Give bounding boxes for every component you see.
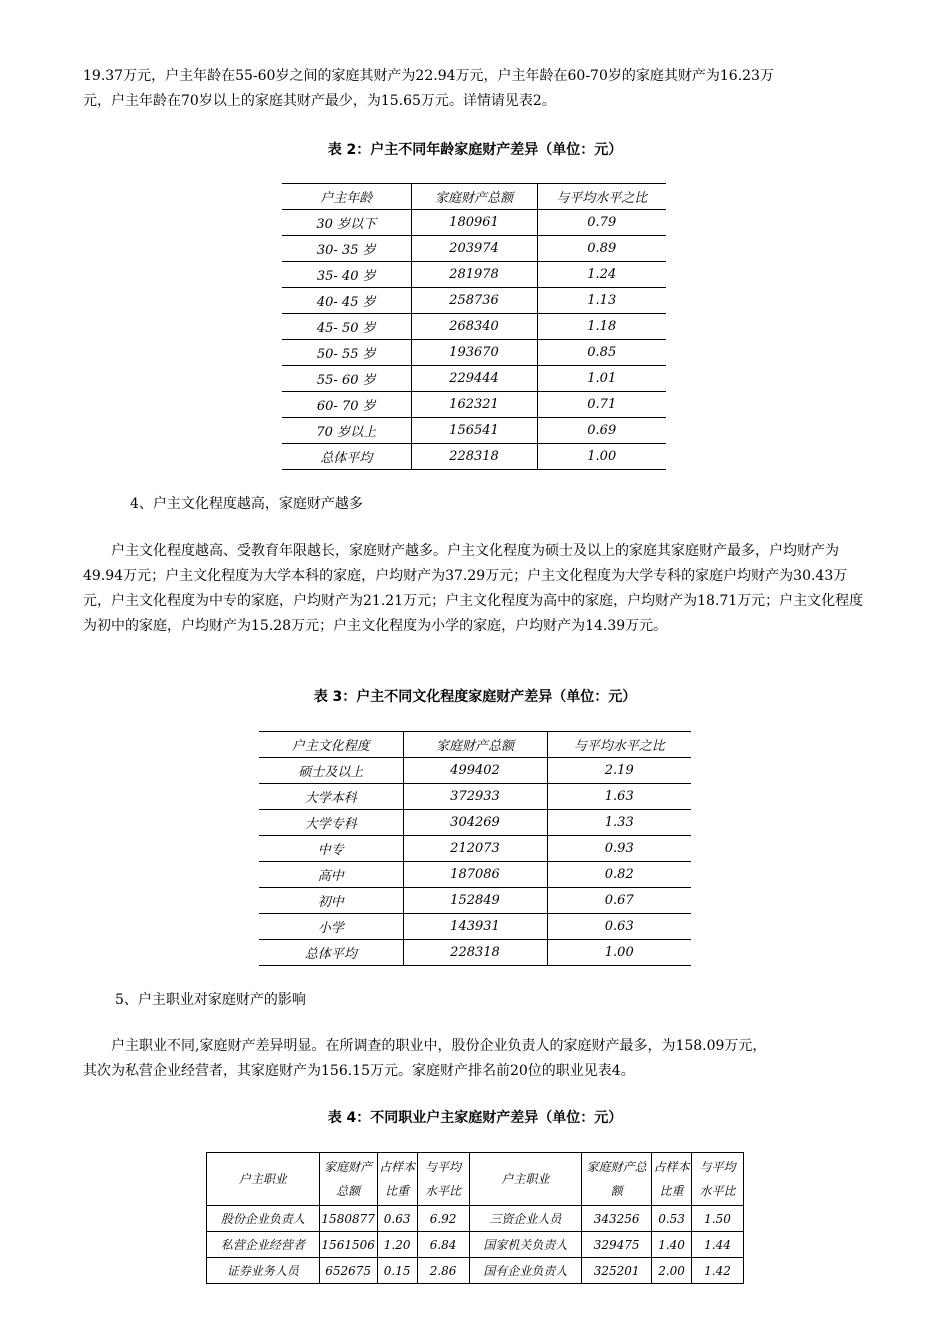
table-cell: 0.82 [547,862,691,888]
table-cell: 343256 [582,1206,652,1232]
table-cell: 2.00 [652,1258,692,1284]
table2-header: 与平均水平之比 [537,184,666,210]
table4-header-total: 家庭财产 总额 [319,1153,377,1206]
table-cell: 329475 [582,1232,652,1258]
table-row [282,236,666,262]
paragraph-line: 其次为私营企业经营者，其家庭财产为156.15万元。家庭财产排名前20位的职业见表4。 [83,1063,635,1079]
table-cell: 证券业务人员 [207,1258,320,1284]
section4-paragraph [83,539,873,639]
table-cell: 187086 [403,862,547,888]
table-cell: 1561506 [319,1232,377,1258]
table-cell: 268340 [411,314,537,340]
table-row [207,1258,744,1284]
table-cell: 高中 [259,862,403,888]
table-cell: 60- 70 岁 [282,392,411,418]
table4-header-total: 家庭财产总 额 [582,1153,652,1206]
table-cell: 国家机关负责人 [469,1232,582,1258]
table-cell: 2.19 [547,758,691,784]
table4 [206,1152,744,1284]
table-row [207,1206,744,1232]
table-row [259,758,691,784]
table-row [282,340,666,366]
table-cell: 156541 [411,418,537,444]
table-cell: 258736 [411,288,537,314]
table-cell: 203974 [411,236,537,262]
table-cell: 55- 60 岁 [282,366,411,392]
table-cell: 0.53 [652,1206,692,1232]
table-row [282,262,666,288]
table4-header-share: 占样本 比重 [377,1153,417,1206]
table2 [282,183,666,470]
table-cell: 30 岁以下 [282,210,411,236]
table3-header: 家庭财产总额 [403,732,547,758]
table-cell: 0.79 [537,210,666,236]
paragraph-line: 家庭户均财产为30.43万元，户主文化程度为中专的家庭，户均财产为21.21万元；户主文化程度为高中的家庭， [83,568,848,609]
table-row [282,314,666,340]
table-row [259,784,691,810]
section5-heading: 5、户主职业对家庭财产的影响 [115,992,306,1008]
table-cell: 2.86 [417,1258,469,1284]
table-row [207,1232,744,1258]
table-cell: 0.67 [547,888,691,914]
table-cell: 180961 [411,210,537,236]
paragraph-line: 户均财产为18.71万元；户主文化程度为初中的家庭，户均财产为15.28万元；户主文化程度为小学的家庭，户 [83,593,864,634]
table-cell: 1.44 [692,1232,744,1258]
table-cell: 35- 40 岁 [282,262,411,288]
table-cell: 中专 [259,836,403,862]
table-cell: 0.93 [547,836,691,862]
table-row [259,940,691,966]
table-cell: 229444 [411,366,537,392]
table-cell: 1.50 [692,1206,744,1232]
table2-header: 户主年龄 [282,184,411,210]
table-cell: 1.01 [537,366,666,392]
section5-paragraph [83,1034,873,1084]
table-cell: 304269 [403,810,547,836]
paragraph-line: 户主职业不同,家庭财产差异明显。在所调查的职业中，股份企业负责人的家庭财产最多，为158.09万元， [111,1038,767,1054]
table3-caption: 表 3：户主不同文化程度家庭财产差异（单位：元） [313,689,637,705]
section4-heading: 4、户主文化程度越高，家庭财产越多 [130,496,363,512]
table-cell: 1.00 [537,444,666,470]
table3-header: 与平均水平之比 [547,732,691,758]
table-row [282,366,666,392]
table-cell: 499402 [403,758,547,784]
table4-header-occupation: 户主职业 [469,1153,582,1206]
table-cell: 初中 [259,888,403,914]
paragraph-line: 均财产为14.39万元。 [529,618,668,634]
table4-header-ratio: 与平均 水平比 [692,1153,744,1206]
table-cell: 小学 [259,914,403,940]
table-row [259,914,691,940]
table-row [282,392,666,418]
table-cell: 1.42 [692,1258,744,1284]
table-cell: 40- 45 岁 [282,288,411,314]
table-cell: 212073 [403,836,547,862]
table-row [259,888,691,914]
table-row [282,288,666,314]
table2-header: 家庭财产总额 [411,184,537,210]
table-cell: 162321 [411,392,537,418]
table-row [282,418,666,444]
table-cell: 1.40 [652,1232,692,1258]
table-cell: 国有企业负责人 [469,1258,582,1284]
intro-line: 19.37万元，户主年龄在55-60岁之间的家庭其财产为22.94万元，户主年龄在60-70岁的家庭其财产为16.23万 [83,68,774,84]
table-cell: 228318 [403,940,547,966]
table-cell: 45- 50 岁 [282,314,411,340]
table-cell: 0.69 [537,418,666,444]
table4-header-share: 占样本 比重 [652,1153,692,1206]
table4-caption: 表 4：不同职业户主家庭财产差异（单位：元） [327,1110,623,1126]
paragraph-line: 户均财产为49.94万元；户主文化程度为大学本科的家庭，户均财产为37.29万元；户主文化程度为大学专科的 [83,543,839,584]
table-cell: 大学专科 [259,810,403,836]
table-row [259,836,691,862]
table-cell: 1.24 [537,262,666,288]
table3-header: 户主文化程度 [259,732,403,758]
table3 [259,731,691,966]
table-cell: 大学本科 [259,784,403,810]
table-cell: 股份企业负责人 [207,1206,320,1232]
table-cell: 1.13 [537,288,666,314]
table-cell: 228318 [411,444,537,470]
table-cell: 0.63 [547,914,691,940]
table-cell: 30- 35 岁 [282,236,411,262]
table-cell: 三资企业人员 [469,1206,582,1232]
table-cell: 0.89 [537,236,666,262]
table-cell: 1.63 [547,784,691,810]
table-cell: 70 岁以上 [282,418,411,444]
table-cell: 总体平均 [259,940,403,966]
table-cell: 1.20 [377,1232,417,1258]
table-cell: 281978 [411,262,537,288]
table-cell: 硕士及以上 [259,758,403,784]
table-row [259,810,691,836]
table-cell: 0.85 [537,340,666,366]
paragraph-line: 户主文化程度越高、受教育年限越长，家庭财产越多。户主文化程度为硕士及以上的家庭其家庭财产最多， [111,543,769,559]
intro-paragraph [83,64,873,114]
table-cell: 193670 [411,340,537,366]
table-row [282,444,666,470]
table2-caption: 表 2：户主不同年龄家庭财产差异（单位：元） [327,142,623,158]
table4-header-ratio: 与平均 水平比 [417,1153,469,1206]
table4-header-occupation: 户主职业 [207,1153,320,1206]
table-cell: 1.00 [547,940,691,966]
table-cell: 私营企业经营者 [207,1232,320,1258]
table-cell: 1.33 [547,810,691,836]
table-cell: 总体平均 [282,444,411,470]
table-cell: 372933 [403,784,547,810]
intro-line: 元，户主年龄在70岁以上的家庭其财产最少，为15.65万元。详情请见表2。 [83,93,556,109]
table-cell: 1580877 [319,1206,377,1232]
table-cell: 50- 55 岁 [282,340,411,366]
table-row [259,862,691,888]
table-cell: 325201 [582,1258,652,1284]
table-cell: 1.18 [537,314,666,340]
table-row [282,210,666,236]
table-cell: 0.15 [377,1258,417,1284]
table-cell: 0.71 [537,392,666,418]
table-cell: 6.84 [417,1232,469,1258]
table-cell: 143931 [403,914,547,940]
table-cell: 6.92 [417,1206,469,1232]
table-cell: 0.63 [377,1206,417,1232]
table-cell: 152849 [403,888,547,914]
table-cell: 652675 [319,1258,377,1284]
